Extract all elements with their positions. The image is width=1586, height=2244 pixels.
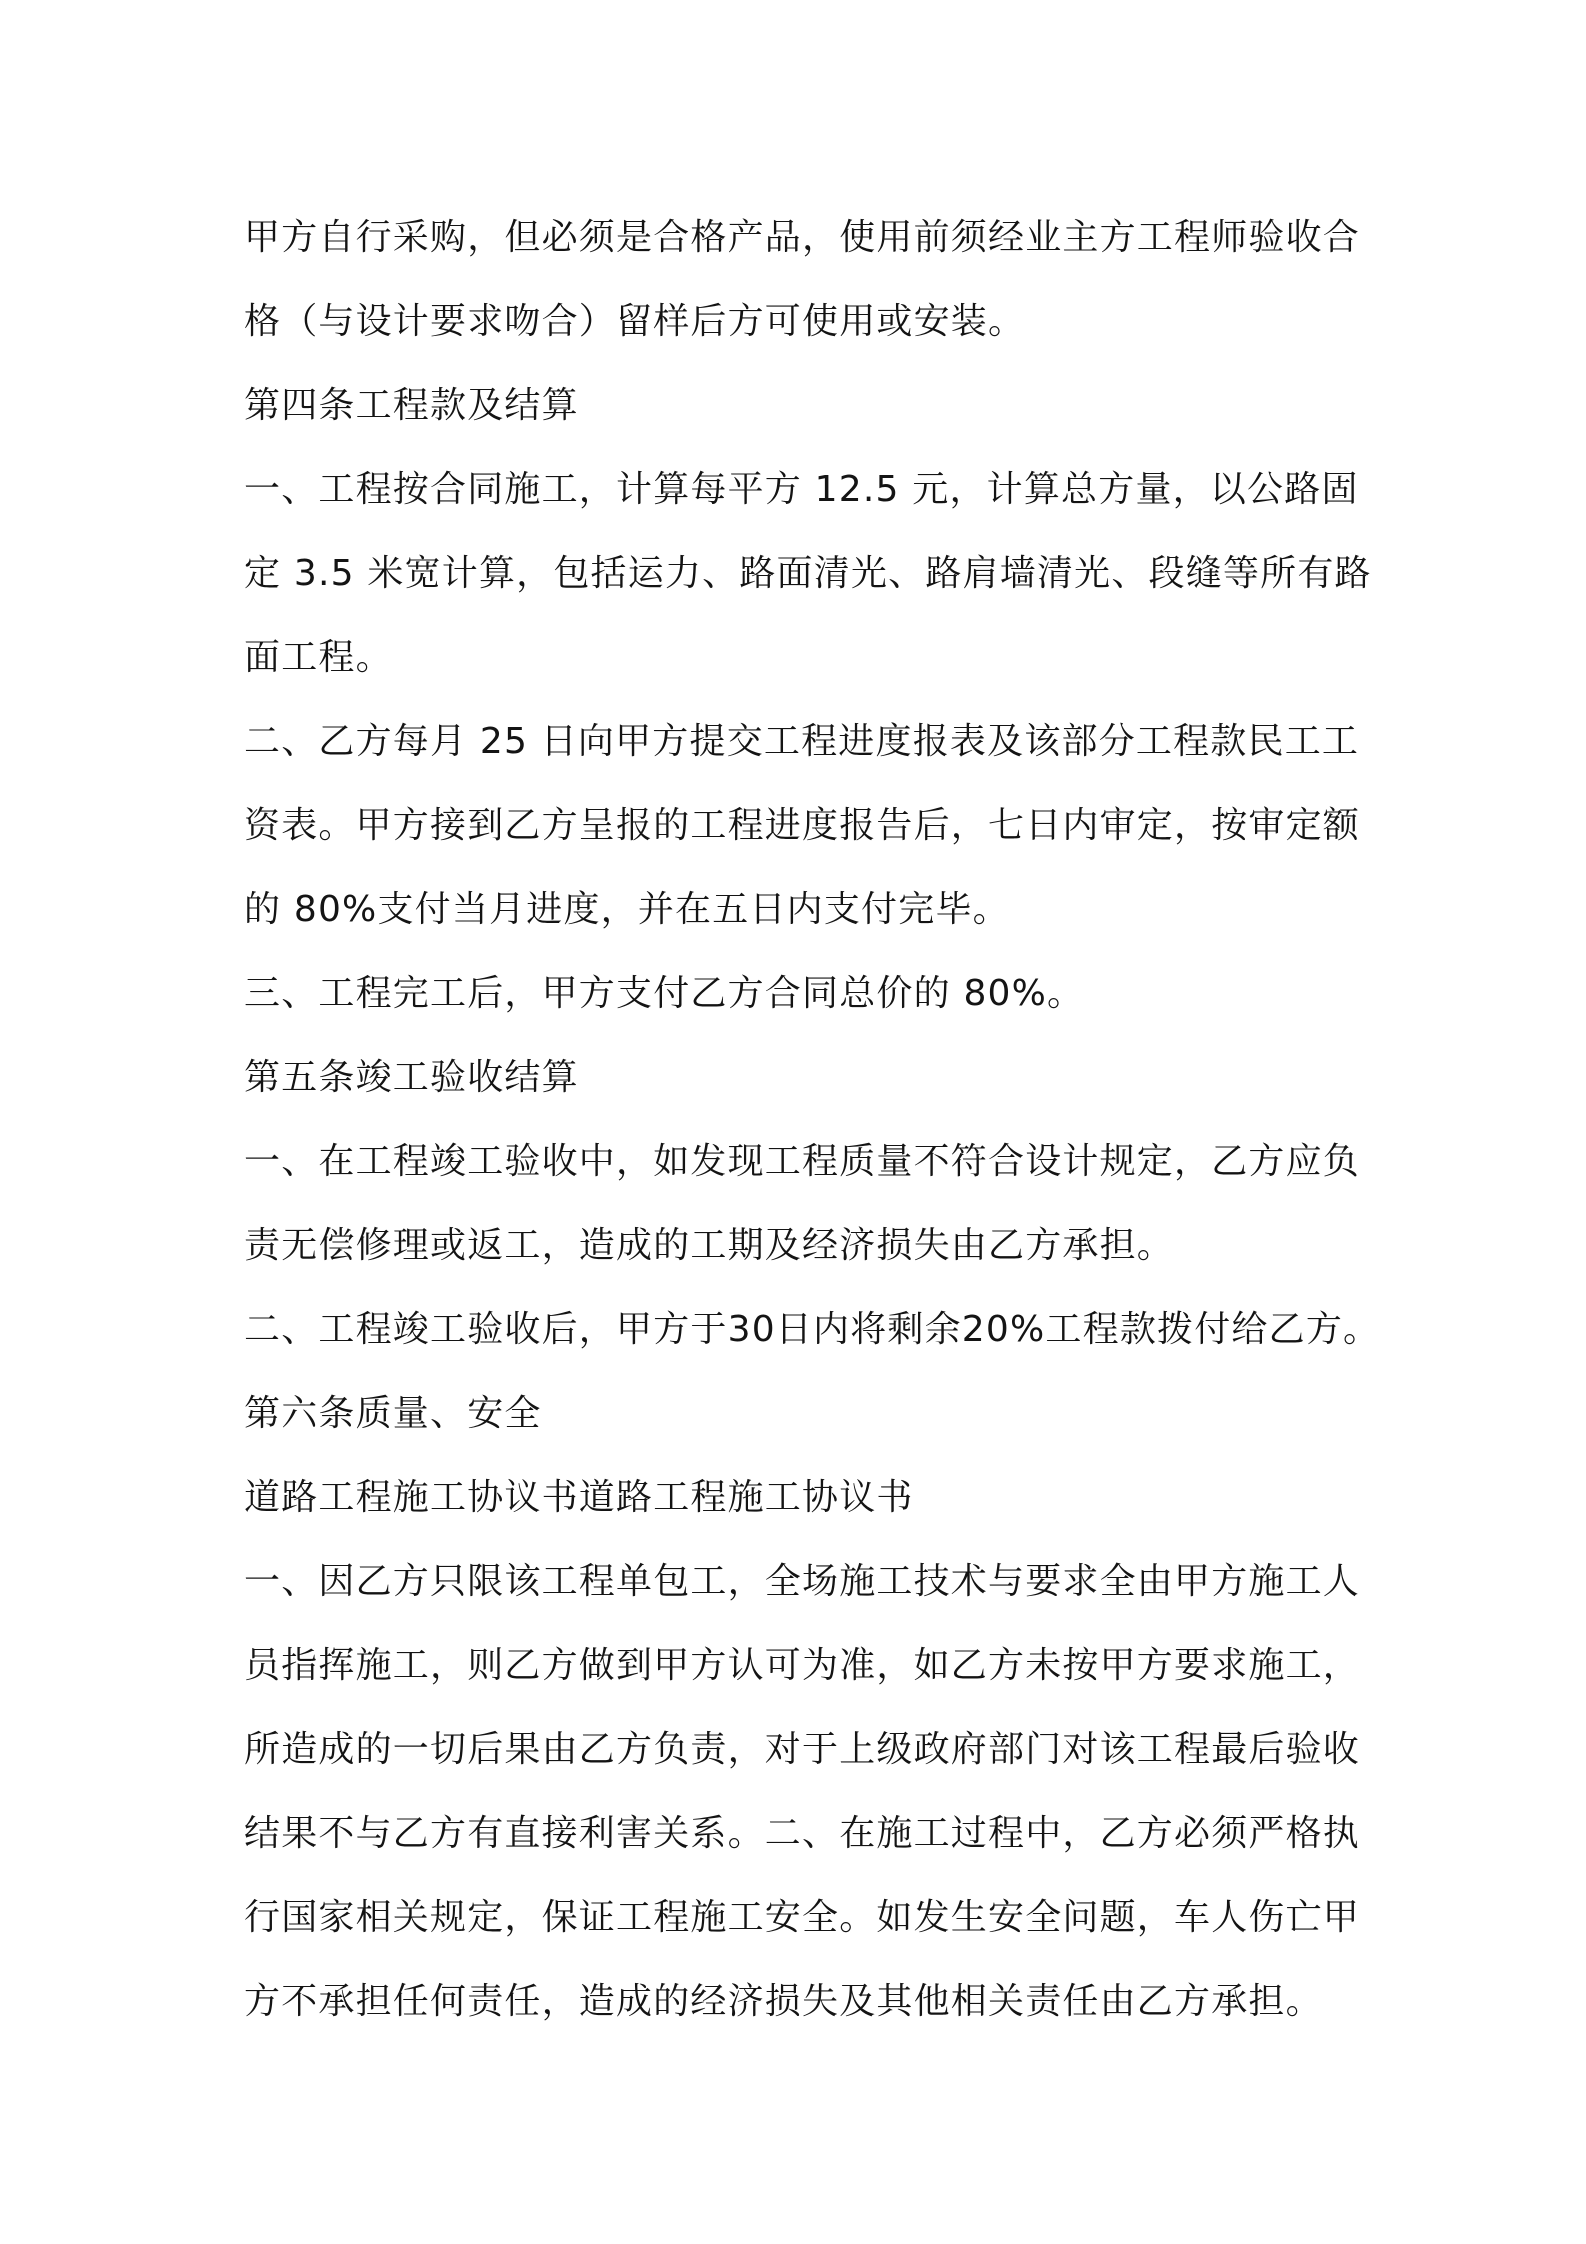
text-line: 结果不与乙方有直接利害关系。二、在施工过程中，乙方必须严格执 [244,1813,1361,1854]
text-line: 一、工程按合同施工，计算每平方 12.5 元，计算总方量，以公路固 [244,469,1359,510]
text-line: 格（与设计要求吻合）留样后方可使用或安装。 [244,301,1026,342]
text-line: 资表。甲方接到乙方呈报的工程进度报告后，七日内审定，按审定额 [244,805,1361,846]
section-heading: 第六条质量、安全 [244,1393,542,1434]
text-line: 道路工程施工协议书道路工程施工协议书 [244,1477,914,1518]
text-line: 员指挥施工，则乙方做到甲方认可为准，如乙方未按甲方要求施工， [244,1645,1361,1686]
text-line: 一、在工程竣工验收中，如发现工程质量不符合设计规定，乙方应负 [244,1141,1361,1182]
text-line: 责无偿修理或返工，造成的工期及经济损失由乙方承担。 [244,1225,1175,1266]
section-heading: 第四条工程款及结算 [244,385,579,426]
text-line: 甲方自行采购，但必须是合格产品，使用前须经业主方工程师验收合 [244,217,1361,258]
document-body [244,196,1381,2044]
text-line: 面工程。 [244,637,393,678]
text-line: 一、因乙方只限该工程单包工，全场施工技术与要求全由甲方施工人 [244,1561,1361,1602]
text-line: 的 80%支付当月进度，并在五日内支付完毕。 [244,889,1010,930]
text-line: 二、工程竣工验收后，甲方于30日内将剩余20%工程款拨付给乙方。 [244,1309,1381,1350]
text-line: 所造成的一切后果由乙方负责，对于上级政府部门对该工程最后验收 [244,1729,1361,1770]
text-line: 方不承担任何责任，造成的经济损失及其他相关责任由乙方承担。 [244,1981,1323,2022]
text-line: 二、乙方每月 25 日向甲方提交工程进度报表及该部分工程款民工工 [244,721,1360,762]
text-line: 三、工程完工后，甲方支付乙方合同总价的 80%。 [244,973,1085,1014]
section-heading: 第五条竣工验收结算 [244,1057,579,1098]
text-line: 行国家相关规定，保证工程施工安全。如发生安全问题，车人伤亡甲 [244,1897,1361,1938]
text-line: 定 3.5 米宽计算，包括运力、路面清光、路肩墙清光、段缝等所有路 [244,553,1372,594]
